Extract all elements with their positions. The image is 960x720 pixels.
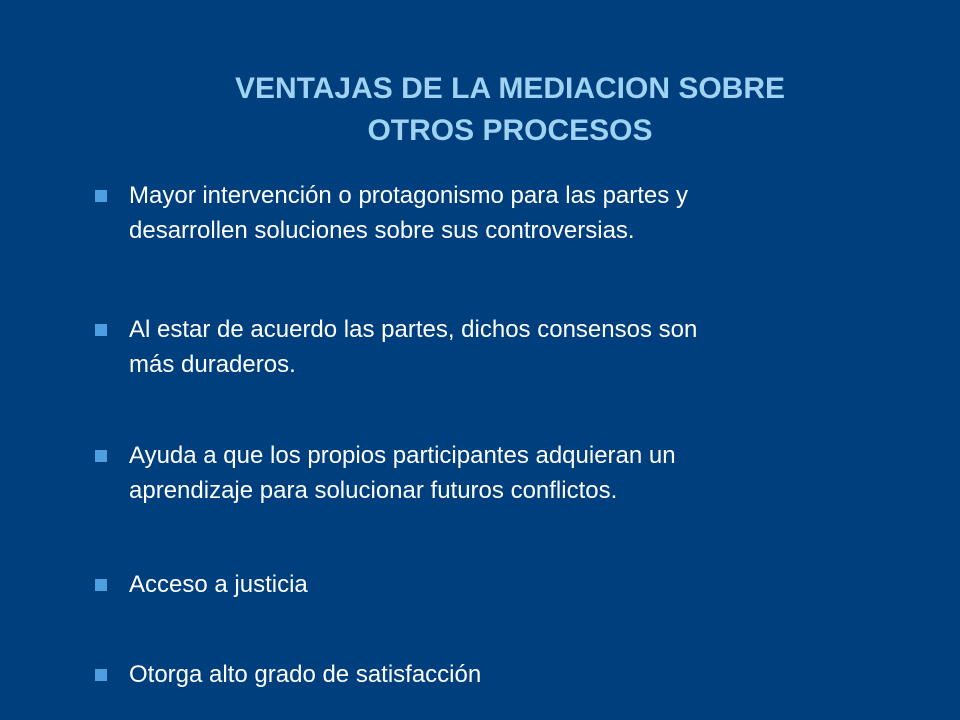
square-bullet-icon xyxy=(95,669,107,681)
square-bullet-icon xyxy=(95,579,107,591)
bullet-text-line: aprendizaje para solucionar futuros conflictos. xyxy=(129,477,618,504)
slide-title xyxy=(150,68,870,152)
bullet-text-line: Otorga alto grado de satisfacción xyxy=(129,661,482,688)
square-bullet-icon xyxy=(95,324,107,336)
slide-title-line-1: VENTAJAS DE LA MEDIACION SOBRE xyxy=(234,72,786,105)
square-bullet-icon xyxy=(95,190,107,202)
bullet-text xyxy=(129,178,889,248)
bullet-text-line: Ayuda a que los propios participantes adquieran un xyxy=(129,442,676,469)
bullet-text xyxy=(129,567,889,602)
slide-title-line-2: OTROS PROCESOS xyxy=(367,114,653,147)
bullet-text-line: Al estar de acuerdo las partes, dichos consensos son xyxy=(129,316,698,343)
bullet-text-line: Mayor intervención o protagonismo para las partes y xyxy=(129,182,688,209)
bullet-text xyxy=(129,312,889,382)
bullet-text xyxy=(129,657,889,692)
bullet-text xyxy=(129,438,889,508)
bullet-text-line: más duraderos. xyxy=(129,351,296,378)
bullet-text-line: Acceso a justicia xyxy=(129,571,308,598)
square-bullet-icon xyxy=(95,450,107,462)
bullet-text-line: desarrollen soluciones sobre sus controversias. xyxy=(129,217,635,244)
